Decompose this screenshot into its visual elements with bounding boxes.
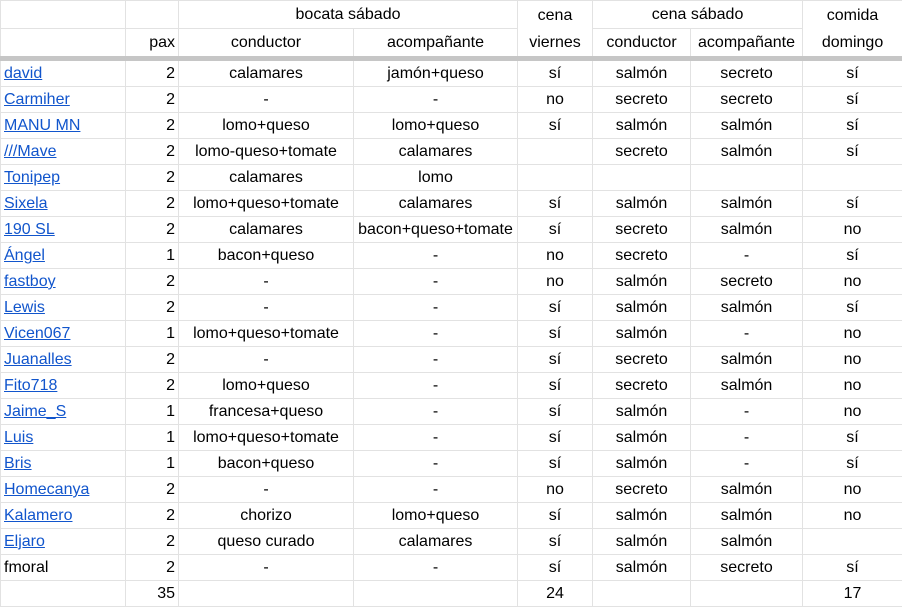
cena-conductor-cell[interactable]: secreto: [593, 217, 691, 243]
header-bocata-conductor[interactable]: conductor: [179, 29, 354, 59]
cena-viernes-cell[interactable]: sí: [518, 321, 593, 347]
bocata-acompanante-cell[interactable]: -: [354, 555, 518, 581]
cena-conductor-cell[interactable]: salmón: [593, 295, 691, 321]
cena-conductor-cell[interactable]: secreto: [593, 347, 691, 373]
cena-acompanante-cell[interactable]: secreto: [691, 555, 803, 581]
user-name: fmoral: [4, 559, 48, 576]
table-row: [1, 477, 902, 503]
bocata-conductor-cell[interactable]: francesa+queso: [179, 399, 354, 425]
comida-domingo-cell[interactable]: no: [803, 269, 902, 295]
comida-domingo-cell[interactable]: no: [803, 321, 902, 347]
bocata-acompanante-cell[interactable]: lomo+queso: [354, 503, 518, 529]
cena-conductor-cell[interactable]: salmón: [593, 555, 691, 581]
header-empty-cell[interactable]: [1, 1, 126, 29]
comida-domingo-cell[interactable]: sí: [803, 87, 902, 113]
cena-acompanante-cell[interactable]: salmón: [691, 191, 803, 217]
bocata-conductor-cell[interactable]: queso curado: [179, 529, 354, 555]
comida-domingo-cell[interactable]: no: [803, 503, 902, 529]
pax-cell[interactable]: 2: [126, 347, 179, 373]
table-row: [1, 139, 902, 165]
cena-viernes-cell[interactable]: sí: [518, 529, 593, 555]
pax-cell[interactable]: 2: [126, 165, 179, 191]
bocata-acompanante-cell[interactable]: calamares: [354, 191, 518, 217]
total-comida-domingo-cell[interactable]: 17: [803, 581, 902, 607]
bocata-conductor-cell[interactable]: lomo+queso: [179, 113, 354, 139]
name-cell[interactable]: [1, 425, 126, 451]
bocata-acompanante-cell[interactable]: -: [354, 243, 518, 269]
bocata-acompanante-cell[interactable]: -: [354, 321, 518, 347]
table-row: [1, 295, 902, 321]
table-row: [1, 347, 902, 373]
user-profile-link[interactable]: david: [4, 65, 42, 82]
bocata-acompanante-cell[interactable]: -: [354, 347, 518, 373]
user-profile-link[interactable]: Sixela: [4, 195, 48, 212]
cena-conductor-cell[interactable]: salmón: [593, 269, 691, 295]
name-cell[interactable]: [1, 295, 126, 321]
header-bocata-sabado[interactable]: bocata sábado: [179, 1, 518, 29]
cena-viernes-cell[interactable]: [518, 139, 593, 165]
cena-acompanante-cell[interactable]: secreto: [691, 59, 803, 87]
cena-viernes-cell[interactable]: no: [518, 477, 593, 503]
cena-acompanante-cell[interactable]: salmón: [691, 295, 803, 321]
cena-viernes-cell[interactable]: no: [518, 243, 593, 269]
total-pax-cell[interactable]: 35: [126, 581, 179, 607]
cena-conductor-cell[interactable]: salmón: [593, 425, 691, 451]
bocata-acompanante-cell[interactable]: -: [354, 295, 518, 321]
comida-domingo-cell[interactable]: [803, 165, 902, 191]
cena-acompanante-cell[interactable]: salmón: [691, 217, 803, 243]
pax-cell[interactable]: 2: [126, 477, 179, 503]
name-cell[interactable]: [1, 373, 126, 399]
cena-conductor-cell[interactable]: salmón: [593, 191, 691, 217]
comida-domingo-cell[interactable]: sí: [803, 295, 902, 321]
comida-domingo-cell[interactable]: sí: [803, 59, 902, 87]
bocata-acompanante-cell[interactable]: -: [354, 451, 518, 477]
cena-viernes-cell[interactable]: sí: [518, 295, 593, 321]
bocata-conductor-cell[interactable]: calamares: [179, 217, 354, 243]
totals-row: [1, 581, 902, 607]
pax-cell[interactable]: 2: [126, 555, 179, 581]
comida-domingo-cell[interactable]: [803, 529, 902, 555]
name-cell[interactable]: [1, 165, 126, 191]
cena-conductor-cell[interactable]: salmón: [593, 321, 691, 347]
total-empty-cell[interactable]: [691, 581, 803, 607]
cena-conductor-cell[interactable]: secreto: [593, 87, 691, 113]
name-cell[interactable]: [1, 217, 126, 243]
bocata-conductor-cell[interactable]: lomo-queso+tomate: [179, 139, 354, 165]
bocata-acompanante-cell[interactable]: jamón+queso: [354, 59, 518, 87]
bocata-acompanante-cell[interactable]: -: [354, 269, 518, 295]
name-cell[interactable]: [1, 243, 126, 269]
table-row: [1, 503, 902, 529]
cena-acompanante-cell[interactable]: salmón: [691, 113, 803, 139]
bocata-conductor-cell[interactable]: -: [179, 477, 354, 503]
user-profile-link[interactable]: Ángel: [4, 247, 45, 264]
bocata-conductor-cell[interactable]: bacon+queso: [179, 243, 354, 269]
pax-cell[interactable]: 2: [126, 269, 179, 295]
pax-cell[interactable]: 2: [126, 373, 179, 399]
bocata-acompanante-cell[interactable]: lomo+queso: [354, 113, 518, 139]
name-cell[interactable]: [1, 113, 126, 139]
cena-acompanante-cell[interactable]: -: [691, 399, 803, 425]
header-cena-viernes[interactable]: [518, 1, 593, 59]
bocata-conductor-cell[interactable]: -: [179, 555, 354, 581]
user-profile-link[interactable]: Jaime_S: [4, 403, 66, 420]
table-row: [1, 217, 902, 243]
comida-domingo-cell[interactable]: sí: [803, 425, 902, 451]
bocata-acompanante-cell[interactable]: -: [354, 425, 518, 451]
cena-acompanante-cell[interactable]: salmón: [691, 503, 803, 529]
bocata-acompanante-cell[interactable]: -: [354, 87, 518, 113]
user-profile-link[interactable]: Vicen067: [4, 325, 70, 342]
pax-cell[interactable]: 2: [126, 529, 179, 555]
table-row: [1, 191, 902, 217]
pax-cell[interactable]: 2: [126, 191, 179, 217]
comida-domingo-cell[interactable]: no: [803, 373, 902, 399]
cena-conductor-cell[interactable]: secreto: [593, 373, 691, 399]
pax-cell[interactable]: 2: [126, 113, 179, 139]
cena-viernes-cell[interactable]: sí: [518, 347, 593, 373]
name-cell[interactable]: [1, 529, 126, 555]
user-profile-link[interactable]: Juanalles: [4, 351, 72, 368]
cena-viernes-cell[interactable]: [518, 165, 593, 191]
bocata-conductor-cell[interactable]: chorizo: [179, 503, 354, 529]
cena-acompanante-cell[interactable]: -: [691, 321, 803, 347]
name-cell[interactable]: [1, 269, 126, 295]
cena-acompanante-cell[interactable]: -: [691, 451, 803, 477]
name-cell[interactable]: [1, 87, 126, 113]
header-pax[interactable]: pax: [126, 29, 179, 59]
cena-acompanante-cell[interactable]: salmón: [691, 373, 803, 399]
name-cell[interactable]: [1, 503, 126, 529]
comida-domingo-cell[interactable]: sí: [803, 113, 902, 139]
user-profile-link[interactable]: Kalamero: [4, 507, 72, 524]
pax-cell[interactable]: 1: [126, 321, 179, 347]
pax-cell[interactable]: 2: [126, 503, 179, 529]
table-row: [1, 87, 902, 113]
name-cell[interactable]: [1, 59, 126, 87]
bocata-acompanante-cell[interactable]: -: [354, 373, 518, 399]
name-cell[interactable]: [1, 451, 126, 477]
table-row: [1, 529, 902, 555]
comida-domingo-cell[interactable]: no: [803, 217, 902, 243]
user-profile-link[interactable]: 190 SL: [4, 221, 55, 238]
pax-cell[interactable]: 1: [126, 451, 179, 477]
cena-conductor-cell[interactable]: secreto: [593, 243, 691, 269]
name-cell[interactable]: [1, 477, 126, 503]
table-row: [1, 555, 902, 581]
user-profile-link[interactable]: Carmiher: [4, 91, 70, 108]
header-cena-acompanante[interactable]: acompañante: [691, 29, 803, 59]
user-profile-link[interactable]: Lewis: [4, 299, 45, 316]
cena-viernes-cell[interactable]: sí: [518, 503, 593, 529]
cena-conductor-cell[interactable]: salmón: [593, 503, 691, 529]
bocata-conductor-cell[interactable]: lomo+queso+tomate: [179, 425, 354, 451]
table-row: [1, 243, 902, 269]
table-row: [1, 321, 902, 347]
cena-viernes-cell[interactable]: sí: [518, 113, 593, 139]
cena-viernes-cell[interactable]: sí: [518, 373, 593, 399]
bocata-conductor-cell[interactable]: lomo+queso+tomate: [179, 321, 354, 347]
user-profile-link[interactable]: ///Mave: [4, 143, 56, 160]
bocata-conductor-cell[interactable]: calamares: [179, 59, 354, 87]
pax-cell[interactable]: 1: [126, 399, 179, 425]
cena-viernes-cell[interactable]: sí: [518, 59, 593, 87]
pax-cell[interactable]: 2: [126, 217, 179, 243]
comida-domingo-cell[interactable]: no: [803, 477, 902, 503]
user-profile-link[interactable]: Bris: [4, 455, 32, 472]
bocata-acompanante-cell[interactable]: lomo: [354, 165, 518, 191]
header-row-1: [1, 1, 902, 29]
header-comida-domingo-line2: domingo: [822, 34, 883, 51]
user-profile-link[interactable]: fastboy: [4, 273, 56, 290]
cena-conductor-cell[interactable]: secreto: [593, 477, 691, 503]
user-profile-link[interactable]: MANU MN: [4, 117, 80, 134]
bocata-acompanante-cell[interactable]: -: [354, 477, 518, 503]
comida-domingo-cell[interactable]: sí: [803, 555, 902, 581]
pax-cell[interactable]: 2: [126, 295, 179, 321]
comida-domingo-cell[interactable]: no: [803, 347, 902, 373]
cena-viernes-cell[interactable]: sí: [518, 555, 593, 581]
table-row: [1, 113, 902, 139]
bocata-conductor-cell[interactable]: bacon+queso: [179, 451, 354, 477]
table-row: [1, 451, 902, 477]
header-bocata-acompanante[interactable]: acompañante: [354, 29, 518, 59]
cena-viernes-cell[interactable]: sí: [518, 217, 593, 243]
header-cena-viernes-line2: viernes: [529, 34, 581, 51]
table-row: [1, 399, 902, 425]
pax-cell[interactable]: 2: [126, 139, 179, 165]
name-cell[interactable]: [1, 139, 126, 165]
cena-conductor-cell[interactable]: salmón: [593, 451, 691, 477]
bocata-acompanante-cell[interactable]: calamares: [354, 139, 518, 165]
table-row: [1, 373, 902, 399]
cena-acompanante-cell[interactable]: salmón: [691, 347, 803, 373]
user-profile-link[interactable]: Fito718: [4, 377, 57, 394]
cena-conductor-cell[interactable]: salmón: [593, 59, 691, 87]
bocata-conductor-cell[interactable]: -: [179, 347, 354, 373]
pax-cell[interactable]: 2: [126, 87, 179, 113]
user-profile-link[interactable]: Tonipep: [4, 169, 60, 186]
user-profile-link[interactable]: Eljaro: [4, 533, 45, 550]
total-empty-cell[interactable]: [593, 581, 691, 607]
total-empty-cell[interactable]: [354, 581, 518, 607]
cena-conductor-cell[interactable]: salmón: [593, 529, 691, 555]
comida-domingo-cell[interactable]: no: [803, 399, 902, 425]
cena-acompanante-cell[interactable]: salmón: [691, 477, 803, 503]
name-cell[interactable]: [1, 191, 126, 217]
header-name-cell[interactable]: [1, 29, 126, 59]
bocata-conductor-cell[interactable]: -: [179, 269, 354, 295]
cena-viernes-cell[interactable]: sí: [518, 399, 593, 425]
bocata-conductor-cell[interactable]: lomo+queso: [179, 373, 354, 399]
comida-domingo-cell[interactable]: sí: [803, 139, 902, 165]
pax-cell[interactable]: 1: [126, 425, 179, 451]
cena-acompanante-cell[interactable]: secreto: [691, 87, 803, 113]
cena-viernes-cell[interactable]: sí: [518, 451, 593, 477]
total-cena-viernes-cell[interactable]: 24: [518, 581, 593, 607]
name-cell[interactable]: [1, 321, 126, 347]
cena-viernes-cell[interactable]: no: [518, 87, 593, 113]
cena-acompanante-cell[interactable]: -: [691, 243, 803, 269]
table-row: [1, 269, 902, 295]
comida-domingo-cell[interactable]: sí: [803, 451, 902, 477]
cena-conductor-cell[interactable]: [593, 165, 691, 191]
table-row: [1, 59, 902, 87]
bocata-acompanante-cell[interactable]: -: [354, 399, 518, 425]
cena-acompanante-cell[interactable]: [691, 165, 803, 191]
cena-viernes-cell[interactable]: sí: [518, 191, 593, 217]
header-cena-conductor[interactable]: conductor: [593, 29, 691, 59]
cena-acompanante-cell[interactable]: secreto: [691, 269, 803, 295]
header-empty-cell[interactable]: [126, 1, 179, 29]
totals-label-cell[interactable]: [1, 581, 126, 607]
user-profile-link[interactable]: Homecanya: [4, 481, 89, 498]
bocata-conductor-cell[interactable]: lomo+queso+tomate: [179, 191, 354, 217]
cena-acompanante-cell[interactable]: salmón: [691, 529, 803, 555]
name-cell[interactable]: [1, 555, 126, 581]
user-profile-link[interactable]: Luis: [4, 429, 33, 446]
header-comida-domingo[interactable]: [803, 1, 902, 59]
cena-viernes-cell[interactable]: no: [518, 269, 593, 295]
cena-conductor-cell[interactable]: salmón: [593, 113, 691, 139]
cena-conductor-cell[interactable]: secreto: [593, 139, 691, 165]
bocata-conductor-cell[interactable]: -: [179, 87, 354, 113]
comida-domingo-cell[interactable]: sí: [803, 191, 902, 217]
comida-domingo-cell[interactable]: sí: [803, 243, 902, 269]
pax-cell[interactable]: 1: [126, 243, 179, 269]
bocata-conductor-cell[interactable]: -: [179, 295, 354, 321]
pax-cell[interactable]: 2: [126, 59, 179, 87]
bocata-acompanante-cell[interactable]: calamares: [354, 529, 518, 555]
header-comida-domingo-line1: comida: [827, 7, 879, 24]
name-cell[interactable]: [1, 399, 126, 425]
header-row-2: [1, 29, 902, 59]
table-row: [1, 425, 902, 451]
cena-acompanante-cell[interactable]: salmón: [691, 139, 803, 165]
header-cena-sabado[interactable]: cena sábado: [593, 1, 803, 29]
total-empty-cell[interactable]: [179, 581, 354, 607]
cena-conductor-cell[interactable]: salmón: [593, 399, 691, 425]
bocata-conductor-cell[interactable]: calamares: [179, 165, 354, 191]
cena-viernes-cell[interactable]: sí: [518, 425, 593, 451]
table-row: [1, 165, 902, 191]
header-cena-viernes-line1: cena: [538, 7, 573, 24]
name-cell[interactable]: [1, 347, 126, 373]
cena-acompanante-cell[interactable]: -: [691, 425, 803, 451]
bocata-acompanante-cell[interactable]: bacon+queso+tomate: [354, 217, 518, 243]
